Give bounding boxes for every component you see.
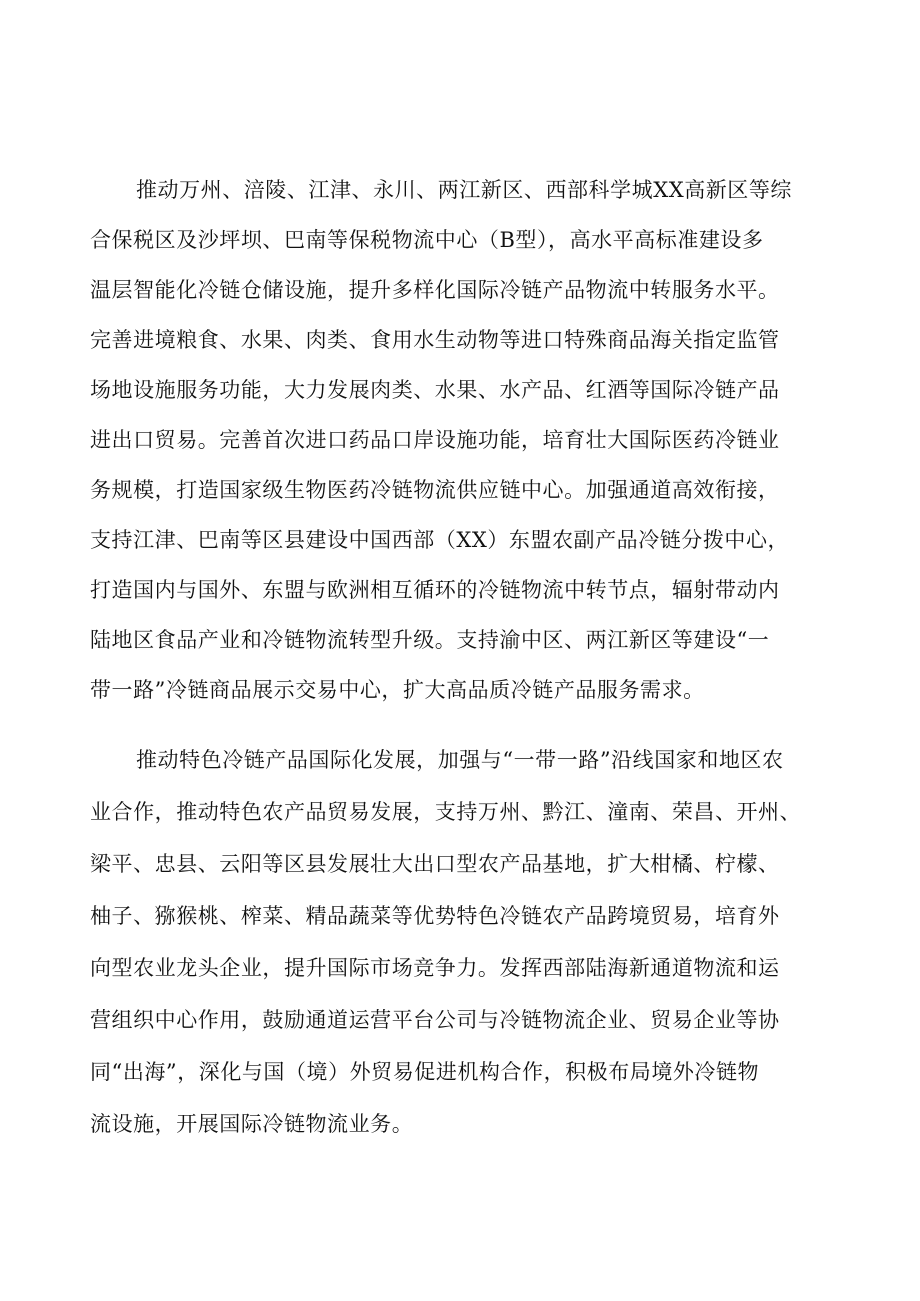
paragraph-line: 推动万州、涪陵、江津、永川、两江新区、西部科学城XX高新区等综: [136, 178, 792, 202]
paragraph-line: 业合作，推动特色农产品贸易发展，支持万州、黔江、潼南、荣昌、开州、: [90, 800, 802, 824]
paragraph-line: 陆地区食品产业和冷链物流转型升级。支持渝中区、两江新区等建设“一: [90, 628, 770, 652]
paragraph-line: 推动特色冷链产品国际化发展，加强与“一带一路”沿线国家和地区农: [136, 748, 784, 772]
paragraph-line: 流设施，开展国际冷链物流业务。: [90, 1112, 414, 1136]
paragraph-line: 支持江津、巴南等区县建设中国西部（XX）东盟农副产品冷链分拨中心，: [90, 528, 790, 552]
paragraph-line: 柚子、猕猴桃、榨菜、精品蔬菜等优势特色冷链农产品跨境贸易，培育外: [90, 904, 780, 928]
paragraph-line: 带一路”冷链商品展示交易中心，扩大高品质冷链产品服务需求。: [90, 678, 705, 702]
paragraph-line: 同“出海”，深化与国（境）外贸易促进机构合作，积极布局境外冷链物: [90, 1060, 760, 1084]
paragraph-line: 进出口贸易。完善首次进口药品口岸设施功能，培育壮大国际医药冷链业: [90, 428, 780, 452]
paragraph-line: 务规模，打造国家级生物医药冷链物流供应链中心。加强通道高效衔接，: [90, 478, 780, 502]
paragraph-line: 向型农业龙头企业，提升国际市场竞争力。发挥西部陆海新通道物流和运: [90, 956, 780, 980]
paragraph-line: 合保税区及沙坪坝、巴南等保税物流中心（B型），高水平高标准建设多: [90, 228, 764, 252]
paragraph-line: 梁平、忠县、云阳等区县发展壮大出口型农产品基地，扩大柑橘、柠檬、: [90, 852, 780, 876]
paragraph-line: 温层智能化冷链仓储设施，提升多样化国际冷链产品物流中转服务水平。: [90, 278, 780, 302]
paragraph-line: 营组织中心作用，鼓励通道运营平台公司与冷链物流企业、贸易企业等协: [90, 1008, 780, 1032]
paragraph-line: 完善进境粮食、水果、肉类、食用水生动物等进口特殊商品海关指定监管: [90, 328, 780, 352]
paragraph-line: 场地设施服务功能，大力发展肉类、水果、水产品、红酒等国际冷链产品: [90, 378, 780, 402]
paragraph-line: 打造国内与国外、东盟与欧洲相互循环的冷链物流中转节点，辐射带动内: [90, 578, 780, 602]
